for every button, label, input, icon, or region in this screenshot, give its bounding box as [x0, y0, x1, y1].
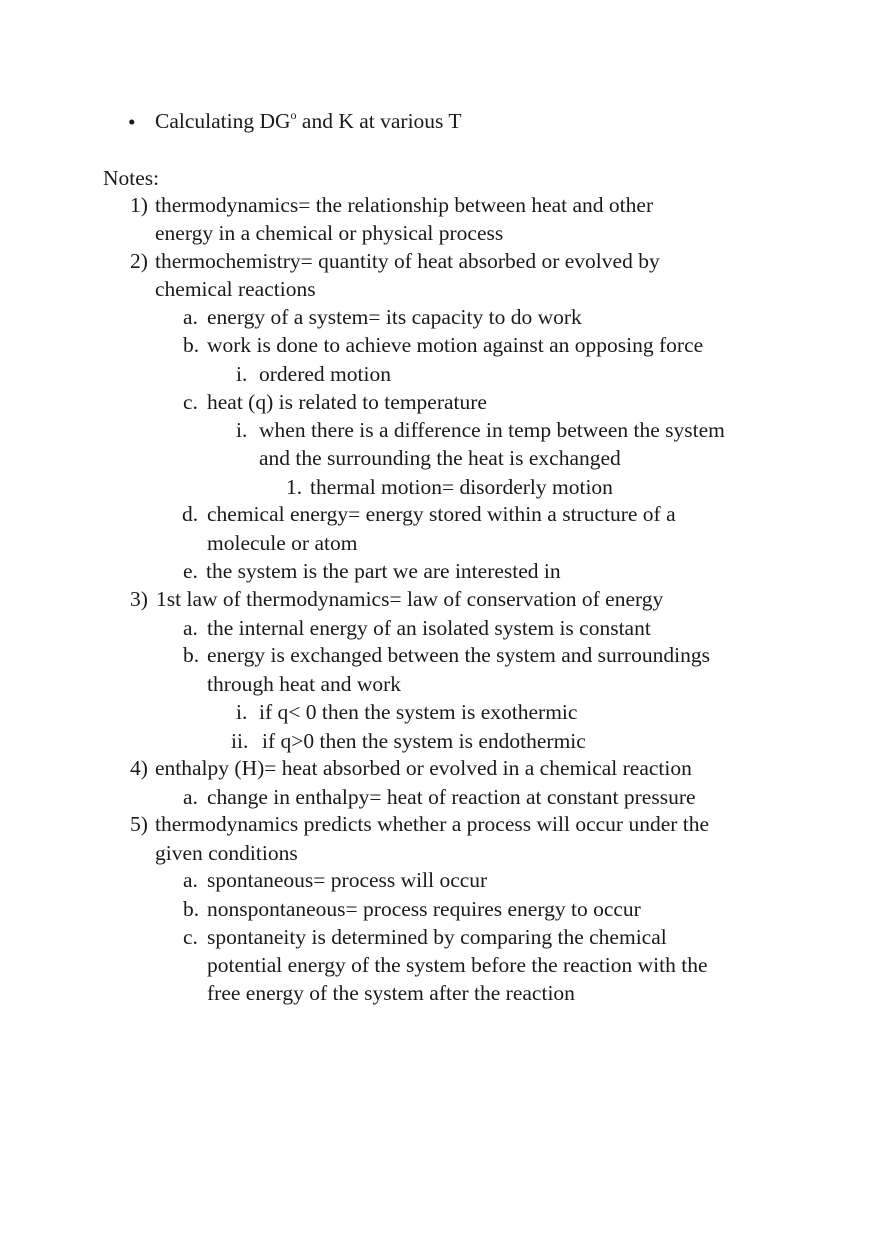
item-2b-text: work is done to achieve motion against an opposing force — [207, 333, 704, 357]
degree-superscript: o — [290, 108, 297, 122]
item-5c-line1: spontaneity is determined by comparing the chemical — [207, 925, 667, 949]
item-2d-line1: chemical energy= energy stored within a structure of a — [207, 502, 676, 526]
item-5-line2: given conditions — [155, 841, 298, 865]
item-4a-label: a. — [183, 785, 198, 809]
item-2c-i-line2: and the surrounding the heat is exchanged — [259, 446, 621, 470]
item-5a-label: a. — [183, 868, 198, 892]
item-2c-text: heat (q) is related to temperature — [207, 390, 487, 414]
item-2e-text: the system is the part we are interested in — [206, 559, 561, 583]
item-2b-i-label: i. — [236, 362, 248, 386]
item-5b-text: nonspontaneous= process requires energy to occur — [207, 897, 641, 921]
item-2c-i-1-label: 1. — [286, 475, 303, 499]
item-5-line1: thermodynamics predicts whether a process will occur under the — [155, 812, 710, 836]
item-3-text: 1st law of thermodynamics= law of conservation of energy — [156, 587, 664, 611]
item-2c-i-label: i. — [236, 418, 248, 442]
item-2a-label: a. — [183, 305, 198, 329]
item-3b-i-text: if q< 0 then the system is exothermic — [259, 700, 578, 724]
item-3a-label: a. — [183, 616, 198, 640]
item-3b-line1: energy is exchanged between the system and surroundings — [207, 643, 710, 667]
item-5c-label: c. — [183, 925, 198, 949]
item-1-line2: energy in a chemical or physical process — [155, 221, 504, 245]
item-5-label: 5) — [130, 812, 148, 836]
item-3-label: 3) — [130, 587, 148, 611]
bullet-text-prefix: Calculating DG — [155, 109, 291, 133]
notes-heading: Notes: — [103, 166, 160, 190]
item-5b-label: b. — [183, 897, 200, 921]
item-5c-line2: potential energy of the system before the reaction with the — [207, 953, 708, 977]
item-3b-ii-text: if q>0 then the system is endothermic — [262, 729, 586, 753]
item-4a-text: change in enthalpy= heat of reaction at constant pressure — [207, 785, 696, 809]
item-5a-text: spontaneous= process will occur — [207, 868, 488, 892]
item-3b-i-label: i. — [236, 700, 248, 724]
item-3b-ii-label: ii. — [231, 729, 249, 753]
item-2-line1: thermochemistry= quantity of heat absorbed or evolved by — [155, 249, 660, 273]
item-4-text: enthalpy (H)= heat absorbed or evolved in a chemical reaction — [155, 756, 692, 780]
item-2a-text: energy of a system= its capacity to do work — [207, 305, 582, 329]
item-2e-label: e. — [183, 559, 198, 583]
item-2c-i-line1: when there is a difference in temp between the system — [259, 418, 725, 442]
item-3b-label: b. — [183, 643, 200, 667]
item-2-label: 2) — [130, 249, 148, 273]
item-4-label: 4) — [130, 756, 148, 780]
item-2b-label: b. — [183, 333, 200, 357]
item-2-line2: chemical reactions — [155, 277, 316, 301]
item-2d-label: d. — [182, 502, 199, 526]
item-2b-i-text: ordered motion — [259, 362, 391, 386]
item-3a-text: the internal energy of an isolated system is constant — [207, 616, 651, 640]
item-1-line1: thermodynamics= the relationship between heat and other — [155, 193, 654, 217]
item-2c-i-1-text: thermal motion= disorderly motion — [310, 475, 613, 499]
item-2c-label: c. — [183, 390, 198, 414]
bullet-text-suffix: and K at various T — [296, 109, 462, 133]
item-1-label: 1) — [130, 193, 148, 217]
item-3b-line2: through heat and work — [207, 672, 402, 696]
item-5c-line3: free energy of the system after the reaction — [207, 981, 575, 1005]
bullet-marker: • — [128, 110, 136, 134]
item-2d-line2: molecule or atom — [207, 531, 358, 555]
bullet-text — [155, 108, 462, 133]
